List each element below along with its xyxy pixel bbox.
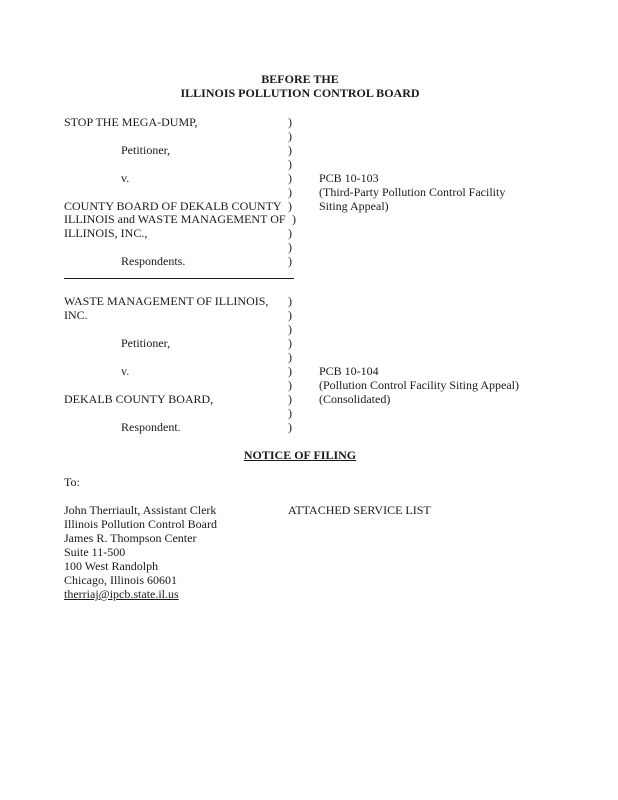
caption-paren: ) xyxy=(288,392,292,406)
addressee-suite: Suite 11-500 xyxy=(64,545,126,559)
caption-paren: ) xyxy=(288,199,292,213)
caption-paren: ) xyxy=(288,254,292,268)
caption-paren: ) xyxy=(288,308,292,322)
case2-description-line1: (Pollution Control Facility Siting Appeal) xyxy=(319,378,519,392)
addressee-name: John Therriault, Assistant Clerk xyxy=(64,503,217,517)
caption-paren: ) xyxy=(288,322,292,336)
case2-versus: v. xyxy=(121,364,130,378)
case2-respondent-role: Respondent. xyxy=(121,420,181,434)
case1-petitioner-name: STOP THE MEGA-DUMP, xyxy=(64,115,198,129)
caption-paren: ) xyxy=(288,420,292,434)
caption-paren: ) xyxy=(288,143,292,157)
caption-paren: ) xyxy=(288,364,292,378)
case2-description-line2: (Consolidated) xyxy=(319,392,391,406)
case2-petitioner-role: Petitioner, xyxy=(121,336,171,350)
addressee-street: 100 West Randolph xyxy=(64,559,159,573)
case2-petitioner-line1: WASTE MANAGEMENT OF ILLINOIS, xyxy=(64,294,269,308)
caption-paren: ) xyxy=(288,129,292,143)
caption-paren: ) xyxy=(288,157,292,171)
case1-respondent-line2: ILLINOIS and WASTE MANAGEMENT OF xyxy=(64,212,286,226)
case1-respondent-role: Respondents. xyxy=(121,254,186,268)
caption-paren: ) xyxy=(288,406,292,420)
case1-petitioner-role: Petitioner, xyxy=(121,143,171,157)
caption-paren: ) xyxy=(288,185,292,199)
addressee-building: James R. Thompson Center xyxy=(64,531,197,545)
caption-paren: ) xyxy=(288,350,292,364)
case1-description-line2: Siting Appeal) xyxy=(319,199,389,213)
addressee-city: Chicago, Illinois 60601 xyxy=(64,573,177,587)
to-label: To: xyxy=(64,475,80,489)
caption-paren: ) xyxy=(288,336,292,350)
caption-paren: ) xyxy=(288,294,292,308)
case1-respondent-line1: COUNTY BOARD OF DEKALB COUNTY xyxy=(64,199,282,213)
addressee-org: Illinois Pollution Control Board xyxy=(64,517,218,531)
case1-respondent-line3: ILLINOIS, INC., xyxy=(64,226,148,240)
notice-title: NOTICE OF FILING xyxy=(243,448,357,462)
caption-paren: ) xyxy=(288,240,292,254)
caption-paren: ) xyxy=(288,226,292,240)
case2-petitioner-line2: INC. xyxy=(64,308,88,322)
heading-board-name: ILLINOIS POLLUTION CONTROL BOARD xyxy=(180,86,420,100)
case1-versus: v. xyxy=(121,171,130,185)
heading-before-the: BEFORE THE xyxy=(261,72,339,86)
caption-paren: ) xyxy=(292,212,296,226)
case2-respondent-name: DEKALB COUNTY BOARD, xyxy=(64,392,214,406)
case2-number: PCB 10-104 xyxy=(319,364,379,378)
case1-number: PCB 10-103 xyxy=(319,171,379,185)
addressee-email-link[interactable]: therriaj@ipcb.state.il.us xyxy=(64,587,179,601)
caption-paren: ) xyxy=(288,171,292,185)
case1-description-line1: (Third-Party Pollution Control Facility xyxy=(319,185,506,199)
caption-divider xyxy=(64,278,294,279)
caption-paren: ) xyxy=(288,115,292,129)
caption-paren: ) xyxy=(288,378,292,392)
service-list-label: ATTACHED SERVICE LIST xyxy=(288,503,431,517)
